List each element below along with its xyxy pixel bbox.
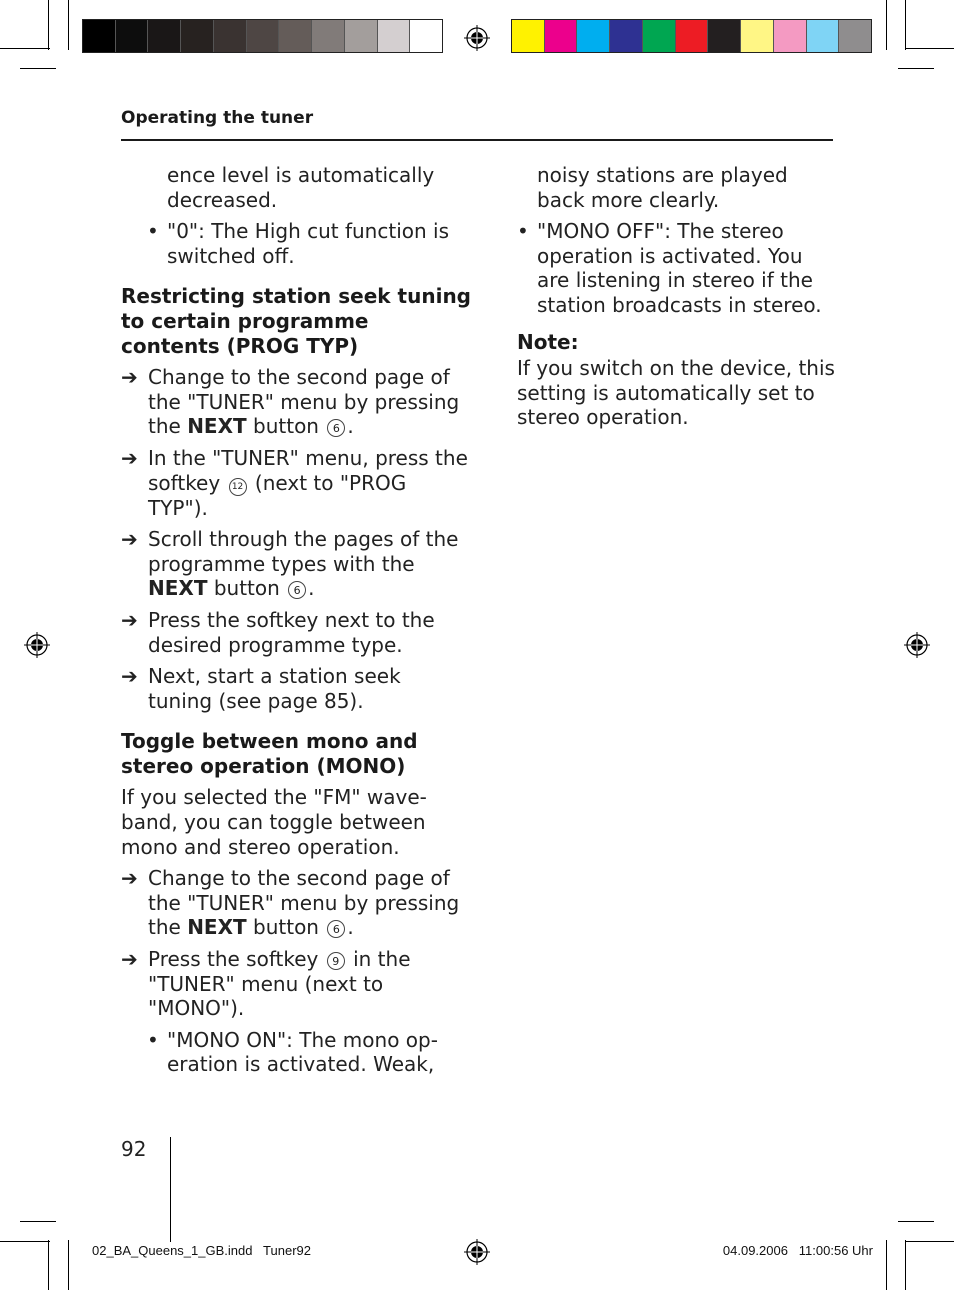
bullet-item — [121, 1028, 471, 1077]
crop-mark — [906, 1241, 954, 1242]
body-paragraph: If you selected the "FM" wave-band, you can toggle between mono and stereo operation. — [121, 785, 427, 859]
arrow-right-icon: ➔ — [121, 664, 138, 689]
arrow-right-icon: ➔ — [121, 445, 138, 470]
grayscale-control-strip — [82, 19, 443, 53]
next-button-label: NEXT — [187, 414, 247, 439]
color-swatch — [576, 20, 609, 52]
continued-text-line: decreased. — [167, 187, 278, 212]
color-swatch — [740, 20, 773, 52]
color-swatch — [147, 20, 180, 52]
crop-mark — [906, 48, 954, 49]
color-swatch — [213, 20, 246, 52]
color-swatch — [838, 20, 871, 52]
header-rule — [121, 139, 833, 141]
bullet-icon: • — [517, 219, 529, 244]
arrow-right-icon: ➔ — [121, 527, 138, 552]
registration-mark-icon — [464, 1239, 490, 1265]
color-swatch — [806, 20, 839, 52]
bullet-text: "MONO ON": The mono op-eration is activated. Weak, — [167, 1027, 438, 1077]
bullet-item — [517, 219, 837, 317]
bullet-icon: • — [147, 219, 159, 244]
crop-mark — [68, 0, 69, 50]
continued-text-line: ence level is automatically — [167, 163, 435, 187]
next-button-label: NEXT — [148, 576, 208, 601]
color-swatch — [773, 20, 806, 52]
color-swatch — [180, 20, 213, 52]
instruction-step: ➔ Next, start a station seek tuning (see page 85). — [121, 664, 401, 713]
crop-mark — [905, 1240, 906, 1290]
continued-text: noisy stations are played back more clearly. — [537, 163, 788, 212]
arrow-right-icon: ➔ — [121, 365, 138, 390]
note-label: Note: — [517, 329, 579, 354]
bullet-item — [121, 219, 471, 268]
button-number-badge: 9 — [327, 952, 345, 970]
slug-datetime: 04.09.2006 11:00:56 Uhr — [722, 1243, 873, 1258]
button-number-badge: 6 — [327, 419, 345, 437]
crop-mark — [20, 1221, 56, 1222]
instruction-step: ➔ Press the softkey next to the desired programme type. — [121, 607, 435, 657]
button-number-badge: 12 — [229, 478, 247, 496]
color-swatch — [246, 20, 279, 52]
crop-mark — [886, 1240, 887, 1290]
crop-mark — [0, 1241, 50, 1242]
crop-mark — [68, 1240, 69, 1290]
bullet-text: "MONO OFF": The stereo operation is activated. You are listening in stereo if the station broadcasts in stereo. — [537, 219, 822, 317]
color-swatch — [609, 20, 642, 52]
crop-mark — [48, 0, 49, 50]
color-swatch — [83, 20, 115, 52]
color-swatch — [707, 20, 740, 52]
registration-mark-icon — [904, 632, 930, 658]
color-swatch — [409, 20, 442, 52]
instruction-step: ➔ In the "TUNER" menu, press the softkey 12 (next to "PROG TYP"). — [121, 445, 468, 520]
crop-mark — [898, 68, 934, 69]
section-heading: Restricting station seek tuning to certain programme contents (PROG TYP) — [121, 284, 471, 358]
button-number-badge: 6 — [288, 581, 306, 599]
right-column — [517, 163, 837, 430]
bullet-icon: • — [147, 1027, 159, 1052]
instruction-step: ➔ Change to the second page of the "TUNER" menu by pressing the NEXT button 6 . — [121, 365, 460, 439]
instruction-step: ➔ Change to the second page of the "TUNER" menu by pressing the NEXT button 6 . — [121, 866, 460, 940]
bullet-text: "0": The High cut function is switched off. — [167, 219, 450, 268]
color-swatch — [544, 20, 577, 52]
section-heading: Toggle between mono and stereo operation (MONO) — [121, 729, 418, 778]
instruction-step: ➔ Scroll through the pages of the programme types with the NEXT button 6 . — [121, 527, 459, 601]
slug-file-info: 02_BA_Queens_1_GB.indd Tuner92 — [92, 1243, 311, 1258]
color-swatch — [278, 20, 311, 52]
note-text: If you switch on the device, this setting is automatically set to stereo operation. — [517, 356, 835, 430]
crop-mark — [0, 48, 50, 49]
folio-rule — [170, 1137, 171, 1242]
color-swatch — [512, 20, 544, 52]
crop-mark — [898, 1221, 934, 1222]
process-color-control-strip — [511, 19, 872, 53]
color-swatch — [115, 20, 148, 52]
color-swatch — [675, 20, 708, 52]
crop-mark — [20, 68, 56, 69]
running-head: Operating the tuner — [121, 108, 314, 128]
registration-mark-icon — [24, 632, 50, 658]
arrow-right-icon: ➔ — [121, 866, 138, 891]
arrow-right-icon: ➔ — [121, 607, 138, 632]
color-swatch — [377, 20, 410, 52]
crop-mark — [886, 0, 887, 50]
registration-mark-icon — [464, 25, 490, 51]
instruction-step: ➔ Press the softkey 9 in the "TUNER" menu (next to "MONO"). — [121, 947, 411, 1021]
color-swatch — [344, 20, 377, 52]
button-number-badge: 6 — [327, 920, 345, 938]
crop-mark — [905, 0, 906, 50]
arrow-right-icon: ➔ — [121, 947, 138, 972]
color-swatch — [311, 20, 344, 52]
color-swatch — [642, 20, 675, 52]
left-column — [121, 163, 471, 1077]
crop-mark — [48, 1240, 49, 1290]
page-number: 92 — [121, 1137, 147, 1161]
next-button-label: NEXT — [187, 915, 247, 940]
